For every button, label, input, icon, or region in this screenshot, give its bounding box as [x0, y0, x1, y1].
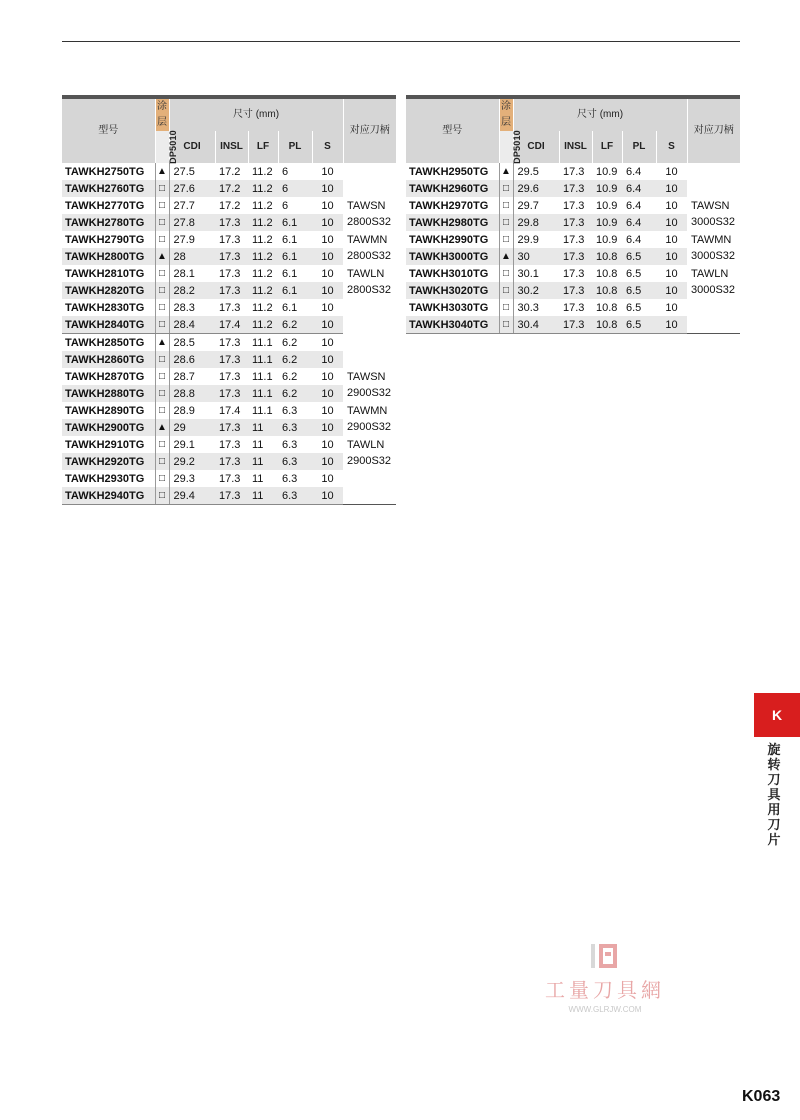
holder-cell: [687, 163, 740, 334]
cell-lf: 10.8: [592, 316, 622, 334]
cell-coating-mark: □: [155, 402, 169, 419]
header-lf: LF: [248, 131, 278, 163]
cell-pl: 6.5: [622, 248, 656, 265]
cell-lf: 11: [252, 472, 264, 485]
cell-cdi: 28.9: [173, 404, 195, 417]
cell-model: TAWKH3020TG: [406, 282, 499, 299]
cell-insl: 17.3: [219, 370, 241, 383]
cell-cdi: 29.9: [517, 233, 539, 246]
cell-lf: 11.2: [252, 301, 273, 314]
cell-insl: 17.3: [215, 385, 248, 402]
cell-cdi: 28.2: [169, 282, 215, 299]
table-row: [406, 163, 740, 180]
cell-model: TAWKH2910TG: [65, 438, 145, 451]
cell-coating-mark: □: [155, 470, 169, 487]
cell-lf: 11.2: [252, 165, 273, 178]
cell-insl: 17.3: [563, 267, 585, 280]
cell-pl: 6.2: [278, 316, 312, 334]
watermark-logo-icon: [585, 940, 625, 972]
cell-cdi: 28: [169, 248, 215, 265]
cell-coating-mark: ▲: [499, 248, 513, 265]
cell-cdi: 28.5: [173, 336, 195, 349]
cell-insl: 17.3: [559, 248, 592, 265]
holder-name: TAWLN 2900S32: [347, 438, 392, 467]
header-insl: INSL: [215, 131, 248, 163]
cell-s: 10: [665, 199, 678, 212]
cell-model: TAWKH2830TG: [65, 301, 145, 314]
cell-coating-mark: ▲: [155, 248, 169, 265]
cell-model: TAWKH2970TG: [409, 199, 489, 212]
cell-insl: 17.4: [215, 316, 248, 334]
cell-insl: 17.3: [563, 165, 585, 178]
holder-name: TAWSN 3000S32: [691, 200, 736, 228]
cell-insl: 17.3: [559, 214, 592, 231]
cell-cdi: 28.3: [173, 301, 195, 314]
header-lf: LF: [592, 131, 622, 163]
cell-s: 10: [656, 214, 687, 231]
cell-pl: 6.4: [626, 165, 642, 178]
holder-name: TAWLN 3000S32: [691, 268, 736, 296]
cell-pl: 6.1: [282, 267, 298, 280]
page-number: K063: [742, 1088, 781, 1105]
header-insl: INSL: [559, 131, 592, 163]
cell-cdi: 30.1: [517, 267, 539, 280]
cell-pl: 6.1: [282, 233, 298, 246]
cell-lf: 11: [248, 453, 278, 470]
cell-coating-mark: □: [155, 316, 169, 334]
cell-coating-mark: □: [155, 453, 169, 470]
header-dimensions: 尺寸 (mm): [169, 99, 343, 131]
cell-insl: 17.3: [219, 438, 241, 451]
cell-lf: 11.1: [248, 351, 278, 368]
cell-pl: 6: [282, 165, 289, 178]
cell-pl: 6.4: [626, 233, 642, 246]
cell-model: TAWKH2800TG: [62, 248, 155, 265]
cell-s: 10: [312, 419, 343, 436]
cell-insl: 17.2: [215, 180, 248, 197]
cell-lf: 11.2: [248, 214, 278, 231]
cell-cdi: 29.4: [169, 487, 215, 505]
cell-pl: 6.2: [282, 370, 298, 383]
cell-lf: 11.1: [248, 385, 278, 402]
cell-lf: 11.2: [248, 316, 278, 334]
cell-coating-mark: □: [155, 487, 169, 505]
cell-s: 10: [656, 180, 687, 197]
cell-pl: 6.3: [282, 404, 298, 417]
header-dimensions: 尺寸 (mm): [513, 99, 687, 131]
cell-insl: 17.3: [219, 336, 241, 349]
spec-table-left: [62, 95, 396, 505]
cell-cdi: 30: [513, 248, 559, 265]
cell-coating-mark: □: [499, 231, 513, 248]
header-pl: PL: [278, 131, 312, 163]
cell-pl: 6: [282, 199, 289, 212]
cell-model: TAWKH2790TG: [65, 233, 145, 246]
cell-model: TAWKH2980TG: [406, 214, 499, 231]
cell-model: TAWKH2770TG: [65, 199, 145, 212]
cell-model: TAWKH2930TG: [65, 472, 145, 485]
cell-s: 10: [321, 404, 334, 417]
spec-table-right: [406, 95, 740, 334]
cell-coating-mark: ▲: [155, 163, 169, 180]
cell-insl: 17.3: [215, 351, 248, 368]
cell-lf: 11.2: [248, 248, 278, 265]
cell-cdi: 28.7: [173, 370, 195, 383]
cell-model: TAWKH3000TG: [406, 248, 499, 265]
cell-pl: 6.5: [622, 282, 656, 299]
cell-s: 10: [656, 282, 687, 299]
cell-s: 10: [312, 316, 343, 334]
cell-coating-mark: □: [155, 282, 169, 299]
header-model: 型号: [406, 99, 499, 163]
cell-insl: 17.3: [215, 282, 248, 299]
header-holder: 对应刀柄: [343, 99, 396, 163]
cell-model: TAWKH3030TG: [409, 301, 489, 314]
top-rule: [62, 41, 740, 42]
cell-coating-mark: □: [499, 197, 513, 214]
holder-cell: [343, 163, 396, 334]
cell-model: TAWKH2850TG: [65, 336, 145, 349]
cell-s: 10: [321, 233, 334, 246]
cell-pl: 6.3: [282, 472, 298, 485]
cell-lf: 11.2: [252, 267, 273, 280]
cell-model: TAWKH2890TG: [65, 404, 145, 417]
cell-s: 10: [321, 199, 334, 212]
cell-model: TAWKH2780TG: [62, 214, 155, 231]
cell-model: TAWKH2960TG: [406, 180, 499, 197]
cell-model: TAWKH2920TG: [62, 453, 155, 470]
cell-cdi: 28.6: [169, 351, 215, 368]
table-row: [62, 163, 396, 180]
watermark-url: WWW.GLRJW.COM: [568, 1005, 642, 1014]
cell-s: 10: [656, 248, 687, 265]
cell-s: 10: [312, 248, 343, 265]
cell-lf: 11.1: [252, 336, 273, 349]
holder-name: TAWMN 2800S32: [347, 234, 392, 263]
cell-lf: 11.2: [248, 282, 278, 299]
cell-model: TAWKH2820TG: [62, 282, 155, 299]
cell-s: 10: [321, 336, 334, 349]
cell-coating-mark: □: [155, 368, 169, 385]
cell-insl: 17.3: [559, 316, 592, 334]
cell-insl: 17.3: [563, 199, 585, 212]
header-cdi: CDI: [169, 131, 215, 163]
cell-coating-mark: □: [155, 180, 169, 197]
cell-pl: 6: [278, 180, 312, 197]
cell-cdi: 28.4: [169, 316, 215, 334]
header-model: 型号: [62, 99, 155, 163]
cell-s: 10: [312, 351, 343, 368]
cell-coating-mark: □: [155, 265, 169, 282]
cell-coating-mark: □: [155, 299, 169, 316]
cell-lf: 11: [248, 419, 278, 436]
cell-lf: 11.1: [252, 370, 273, 383]
header-coating: 涂层: [155, 99, 169, 131]
cell-insl: 17.2: [219, 165, 241, 178]
header-grade: DP5010: [499, 131, 513, 163]
cell-model: TAWKH2760TG: [62, 180, 155, 197]
cell-insl: 17.4: [219, 404, 241, 417]
holder-name: TAWMN 3000S32: [691, 234, 736, 262]
cell-coating-mark: □: [155, 197, 169, 214]
cell-s: 10: [312, 214, 343, 231]
cell-coating-mark: □: [499, 282, 513, 299]
cell-s: 10: [665, 301, 678, 314]
cell-s: 10: [312, 453, 343, 470]
cell-lf: 10.9: [592, 214, 622, 231]
cell-cdi: 29: [169, 419, 215, 436]
cell-lf: 10.9: [596, 199, 618, 212]
cell-s: 10: [312, 180, 343, 197]
cell-pl: 6.5: [626, 267, 642, 280]
cell-s: 10: [665, 233, 678, 246]
cell-pl: 6.1: [278, 282, 312, 299]
cell-lf: 11.1: [252, 404, 273, 417]
cell-lf: 11: [248, 487, 278, 505]
cell-model: TAWKH2880TG: [62, 385, 155, 402]
cell-insl: 17.3: [559, 180, 592, 197]
cell-pl: 6.4: [626, 199, 642, 212]
cell-model: TAWKH2990TG: [409, 233, 489, 246]
cell-coating-mark: □: [155, 351, 169, 368]
cell-insl: 17.3: [215, 419, 248, 436]
cell-s: 10: [321, 165, 334, 178]
holder-name: TAWSN 2800S32: [347, 200, 392, 229]
cell-insl: 17.3: [215, 487, 248, 505]
cell-model: TAWKH2950TG: [409, 165, 489, 178]
section-label: 旋转刀具用刀片: [767, 742, 781, 847]
cell-coating-mark: ▲: [155, 419, 169, 436]
cell-cdi: 30.4: [513, 316, 559, 334]
cell-pl: 6.3: [278, 487, 312, 505]
cell-pl: 6.4: [622, 214, 656, 231]
holder-cell: [343, 334, 396, 505]
cell-s: 10: [312, 487, 343, 505]
cell-lf: 11.2: [252, 199, 273, 212]
cell-lf: 10.9: [592, 180, 622, 197]
cell-model: TAWKH2810TG: [65, 267, 145, 280]
cell-model: TAWKH2870TG: [65, 370, 145, 383]
cell-cdi: 27.7: [173, 199, 195, 212]
cell-s: 10: [321, 438, 334, 451]
cell-lf: 10.9: [596, 165, 618, 178]
cell-cdi: 27.6: [169, 180, 215, 197]
cell-coating-mark: □: [499, 265, 513, 282]
cell-cdi: 29.3: [173, 472, 195, 485]
cell-s: 10: [665, 165, 678, 178]
cell-pl: 6.1: [278, 214, 312, 231]
cell-pl: 6.1: [278, 248, 312, 265]
cell-cdi: 27.5: [173, 165, 195, 178]
cell-lf: 10.8: [592, 282, 622, 299]
cell-insl: 17.3: [219, 301, 241, 314]
cell-cdi: 27.8: [169, 214, 215, 231]
cell-model: TAWKH2840TG: [62, 316, 155, 334]
cell-s: 10: [321, 267, 334, 280]
cell-pl: 6.2: [282, 336, 298, 349]
header-holder: 对应刀柄: [687, 99, 740, 163]
cell-coating-mark: □: [155, 214, 169, 231]
holder-name: TAWLN 2800S32: [347, 268, 392, 297]
header-grade: DP5010: [155, 131, 169, 163]
cell-pl: 6.4: [622, 180, 656, 197]
holder-name: TAWMN 2900S32: [347, 404, 392, 433]
cell-insl: 17.3: [215, 214, 248, 231]
cell-pl: 6.3: [278, 419, 312, 436]
cell-pl: 6.3: [282, 438, 298, 451]
cell-lf: 11.2: [248, 180, 278, 197]
cell-coating-mark: ▲: [155, 334, 169, 352]
cell-insl: 17.3: [563, 233, 585, 246]
cell-coating-mark: □: [499, 180, 513, 197]
cell-lf: 10.9: [596, 233, 618, 246]
cell-s: 10: [312, 282, 343, 299]
cell-coating-mark: □: [155, 231, 169, 248]
watermark-name: 工量刀具網: [545, 980, 665, 1002]
cell-coating-mark: ▲: [499, 163, 513, 180]
cell-model: TAWKH3010TG: [409, 267, 489, 280]
holder-name: TAWSN 2900S32: [347, 370, 392, 399]
cell-insl: 17.3: [559, 282, 592, 299]
cell-s: 10: [321, 301, 334, 314]
cell-cdi: 29.2: [169, 453, 215, 470]
cell-lf: 10.8: [596, 267, 618, 280]
cell-insl: 17.3: [215, 453, 248, 470]
cell-pl: 6.2: [278, 351, 312, 368]
cell-pl: 6.5: [622, 316, 656, 334]
cell-cdi: 29.1: [173, 438, 195, 451]
cell-pl: 6.1: [282, 301, 298, 314]
cell-model: TAWKH3040TG: [406, 316, 499, 334]
table-row: [62, 334, 396, 352]
cell-s: 10: [656, 316, 687, 334]
cell-insl: 17.3: [563, 301, 585, 314]
section-tab[interactable]: K: [754, 693, 800, 737]
cell-pl: 6.3: [278, 453, 312, 470]
header-s: S: [656, 131, 687, 163]
cell-pl: 6.5: [626, 301, 642, 314]
cell-cdi: 29.6: [513, 180, 559, 197]
cell-pl: 6.2: [278, 385, 312, 402]
cell-cdi: 28.8: [169, 385, 215, 402]
cell-s: 10: [321, 370, 334, 383]
cell-insl: 17.3: [215, 248, 248, 265]
cell-cdi: 29.7: [517, 199, 539, 212]
header-pl: PL: [622, 131, 656, 163]
cell-coating-mark: □: [499, 299, 513, 316]
cell-cdi: 29.5: [517, 165, 539, 178]
cell-cdi: 30.3: [517, 301, 539, 314]
header-coating: 涂层: [499, 99, 513, 131]
cell-s: 10: [312, 385, 343, 402]
cell-coating-mark: □: [155, 436, 169, 453]
watermark: [530, 940, 680, 1014]
cell-s: 10: [321, 472, 334, 485]
cell-model: TAWKH2750TG: [65, 165, 145, 178]
cell-cdi: 30.2: [513, 282, 559, 299]
cell-lf: 10.8: [596, 301, 618, 314]
cell-insl: 17.3: [219, 233, 241, 246]
cell-coating-mark: □: [499, 214, 513, 231]
cell-coating-mark: □: [499, 316, 513, 334]
cell-model: TAWKH2940TG: [62, 487, 155, 505]
cell-insl: 17.3: [219, 267, 241, 280]
cell-insl: 17.3: [219, 472, 241, 485]
cell-insl: 17.2: [219, 199, 241, 212]
cell-model: TAWKH2860TG: [62, 351, 155, 368]
cell-cdi: 27.9: [173, 233, 195, 246]
header-cdi: CDI: [513, 131, 559, 163]
cell-s: 10: [665, 267, 678, 280]
cell-cdi: 28.1: [173, 267, 195, 280]
cell-lf: 10.8: [592, 248, 622, 265]
cell-cdi: 29.8: [513, 214, 559, 231]
cell-lf: 11.2: [252, 233, 273, 246]
cell-coating-mark: □: [155, 385, 169, 402]
header-s: S: [312, 131, 343, 163]
cell-model: TAWKH2900TG: [62, 419, 155, 436]
cell-lf: 11: [252, 438, 264, 451]
